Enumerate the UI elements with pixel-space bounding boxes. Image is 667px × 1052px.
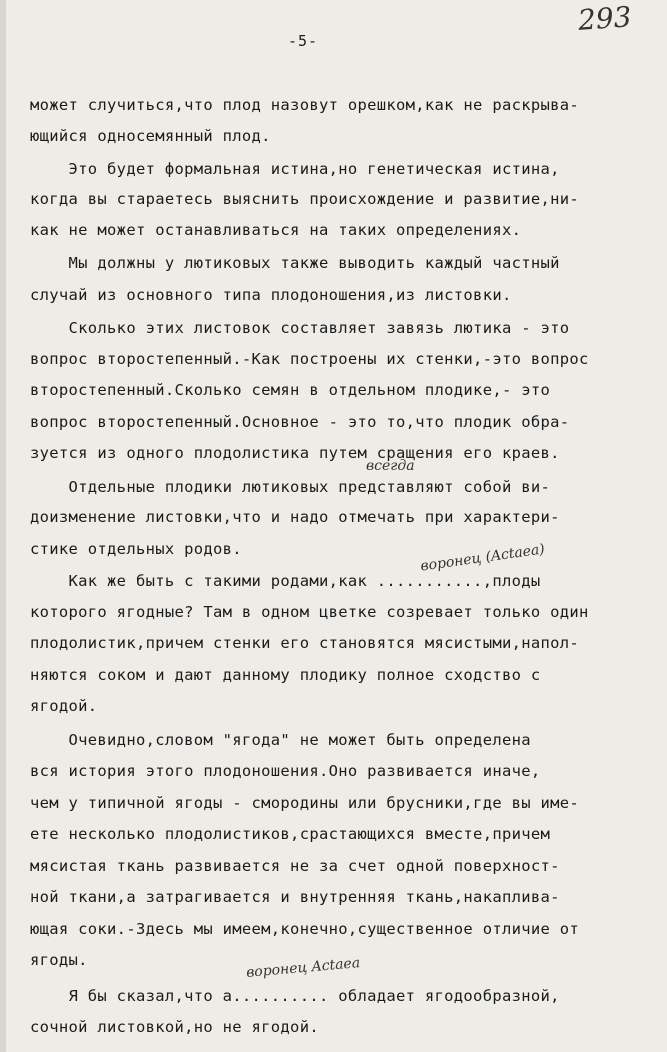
text-line: ной ткани,а затрагивается и внутренняя ткань,накаплива- — [30, 888, 560, 906]
text-line: сочной листовкой,но не ягодой. — [30, 1018, 319, 1036]
text-line: ющийся односемянный плод. — [30, 127, 271, 145]
text-line: плодолистик,причем стенки его становятся мясистыми,напол- — [30, 634, 580, 652]
page-edge — [0, 0, 6, 1052]
text-line: няются соком и дают данному плодику полное сходство с — [30, 666, 541, 684]
text-line: стике отдельных родов. — [30, 540, 242, 558]
text-line: ете несколько плодолистиков,срастающихся вместе,причем — [30, 825, 551, 843]
text-line: ющая соки.-Здесь мы имеем,конечно,существенное отличие от — [30, 920, 580, 938]
text-line: Это будет формальная истина,но генетическая истина, — [30, 160, 560, 178]
text-line: когда вы стараетесь выяснить происхождение и развитие,ни- — [30, 190, 580, 208]
text-line: вопрос второстепенный.Основное - это то,что плодик обра- — [30, 413, 570, 431]
handwritten-insertion-always: всегда — [366, 458, 415, 474]
text-line: может случиться,что плод назовут орешком,как не раскрыва- — [30, 96, 580, 114]
text-line: Как же быть с такими родами,как ...........,плоды — [30, 572, 541, 590]
text-line: ягоды. — [30, 951, 88, 969]
text-line: Сколько этих листовок составляет завязь лютика - это — [30, 319, 570, 337]
handwritten-insertion-genus: воронец (Actaea) — [419, 541, 546, 575]
page-number: -5- — [288, 32, 319, 50]
text-line: ягодой. — [30, 697, 98, 715]
text-line: Отдельные плодики лютиковых представляют собой ви- — [30, 478, 551, 496]
folio-number: 293 — [576, 0, 633, 37]
text-line: вся история этого плодоношения.Оно развивается иначе, — [30, 762, 541, 780]
text-line: которого ягодные? Там в одном цветке созревает только один — [30, 603, 589, 621]
text-line: Очевидно,словом "ягода" не может быть определена — [30, 731, 531, 749]
text-line: Я бы сказал,что а.......... обладает ягодообразной, — [30, 987, 560, 1005]
text-line: вопрос второстепенный.-Как построены их стенки,-это вопрос — [30, 350, 589, 368]
text-line: Мы должны у лютиковых также выводить каждый частный — [30, 254, 560, 272]
text-line: зуется из одного плодолистика путем сращения его краев. — [30, 444, 560, 462]
text-line: мясистая ткань развивается не за счет одной поверхност- — [30, 857, 560, 875]
handwritten-insertion-genus-2: воронец Actaea — [245, 955, 361, 981]
text-line: чем у типичной ягоды - смородины или брусники,где вы име- — [30, 794, 580, 812]
text-line: второстепенный.Сколько семян в отдельном плодике,- это — [30, 381, 551, 399]
text-line: как не может останавливаться на таких определениях. — [30, 221, 522, 239]
text-line: случай из основного типа плодоношения,из листовки. — [30, 286, 512, 304]
text-line: доизменение листовки,что и надо отмечать при характери- — [30, 508, 560, 526]
